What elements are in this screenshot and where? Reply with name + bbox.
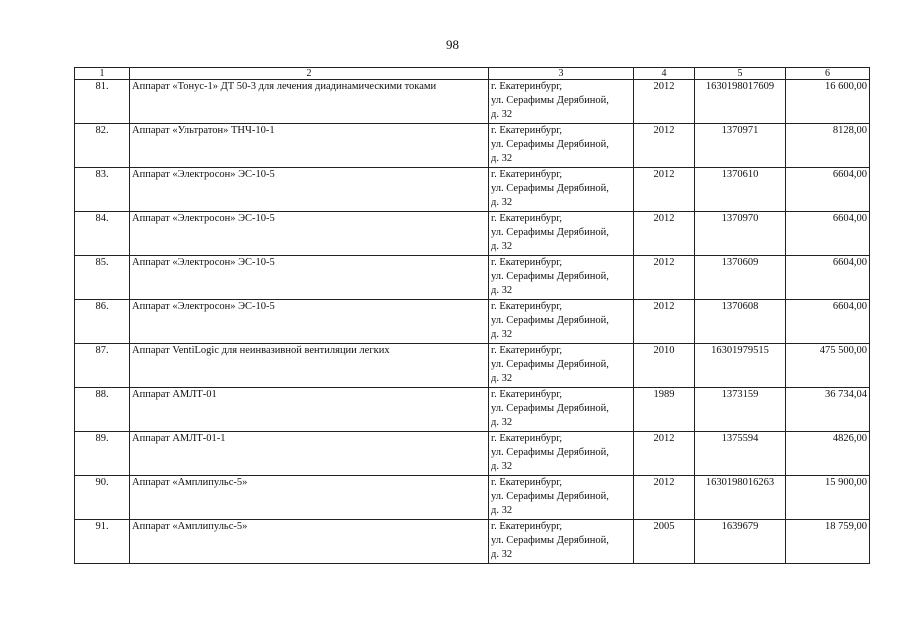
row-number-cell: 89.	[75, 432, 130, 476]
table-row	[75, 124, 870, 168]
address-line: г. Екатеринбург,	[491, 81, 563, 92]
table-row	[75, 212, 870, 256]
item-name-cell: Аппарат «Электросон» ЭС-10-5	[130, 168, 489, 212]
year-cell: 2012	[634, 300, 695, 344]
column-number-row	[75, 68, 870, 80]
item-name-cell: Аппарат «Амплипульс-5»	[130, 476, 489, 520]
inventory-number-cell: 1370609	[695, 256, 786, 300]
year-cell: 2012	[634, 476, 695, 520]
address-line: г. Екатеринбург,	[491, 433, 563, 444]
address-cell	[489, 344, 634, 388]
year-cell: 2012	[634, 432, 695, 476]
row-number-cell: 86.	[75, 300, 130, 344]
address-line: ул. Серафимы Дерябиной,	[491, 490, 609, 502]
address-cell	[489, 168, 634, 212]
inventory-number-cell: 1375594	[695, 432, 786, 476]
address-line: г. Екатеринбург,	[491, 389, 563, 400]
address-line: г. Екатеринбург,	[491, 345, 563, 356]
address-cell	[489, 256, 634, 300]
row-number-cell: 83.	[75, 168, 130, 212]
column-header-5: 5	[695, 68, 786, 80]
address-line: д. 32	[491, 196, 513, 208]
address-line: г. Екатеринбург,	[491, 169, 563, 180]
item-name-cell: Аппарат «Электросон» ЭС-10-5	[130, 300, 489, 344]
cost-cell: 6604,00	[786, 256, 870, 300]
table-row	[75, 432, 870, 476]
column-header-6: 6	[786, 68, 870, 80]
address-line: ул. Серафимы Дерябиной,	[491, 138, 609, 150]
inventory-table	[74, 67, 870, 564]
address-cell	[489, 520, 634, 564]
cost-cell: 16 600,00	[786, 80, 870, 124]
table-row	[75, 300, 870, 344]
address-line: г. Екатеринбург,	[491, 477, 563, 488]
address-line: ул. Серафимы Дерябиной,	[491, 226, 609, 238]
row-number-cell: 82.	[75, 124, 130, 168]
address-line: ул. Серафимы Дерябиной,	[491, 270, 609, 282]
item-name-cell: Аппарат «Амплипульс-5»	[130, 520, 489, 564]
row-number-cell: 87.	[75, 344, 130, 388]
address-line: ул. Серафимы Дерябиной,	[491, 446, 609, 458]
address-line: д. 32	[491, 416, 513, 428]
page-number: 98	[446, 37, 459, 52]
inventory-number-cell: 1370971	[695, 124, 786, 168]
address-cell	[489, 124, 634, 168]
item-name-cell: Аппарат «Электросон» ЭС-10-5	[130, 212, 489, 256]
address-line: ул. Серафимы Дерябиной,	[491, 182, 609, 194]
row-number-cell: 88.	[75, 388, 130, 432]
cost-cell: 18 759,00	[786, 520, 870, 564]
address-line: г. Екатеринбург,	[491, 301, 563, 312]
item-name-cell: Аппарат «Ультратон» ТНЧ-10-1	[130, 124, 489, 168]
address-cell	[489, 300, 634, 344]
address-line: д. 32	[491, 108, 513, 120]
address-line: г. Екатеринбург,	[491, 521, 563, 532]
column-header-4: 4	[634, 68, 695, 80]
column-header-3: 3	[489, 68, 634, 80]
address-cell	[489, 212, 634, 256]
row-number-cell: 81.	[75, 80, 130, 124]
item-name-cell: Аппарат АМЛТ-01-1	[130, 432, 489, 476]
inventory-number-cell: 1370608	[695, 300, 786, 344]
address-line: д. 32	[491, 504, 513, 516]
address-cell	[489, 80, 634, 124]
cost-cell: 6604,00	[786, 212, 870, 256]
row-number-cell: 84.	[75, 212, 130, 256]
address-line: г. Екатеринбург,	[491, 125, 563, 136]
address-line: ул. Серафимы Дерябиной,	[491, 534, 609, 546]
year-cell: 2012	[634, 256, 695, 300]
inventory-number-cell: 1630198016263	[695, 476, 786, 520]
address-line: д. 32	[491, 240, 513, 252]
cost-cell: 475 500,00	[786, 344, 870, 388]
address-line: ул. Серафимы Дерябиной,	[491, 402, 609, 414]
year-cell: 2005	[634, 520, 695, 564]
row-number-cell: 85.	[75, 256, 130, 300]
column-header-1: 1	[75, 68, 130, 80]
year-cell: 2012	[634, 124, 695, 168]
cost-cell: 4826,00	[786, 432, 870, 476]
inventory-number-cell: 1639679	[695, 520, 786, 564]
table-row	[75, 388, 870, 432]
inventory-number-cell: 16301979515	[695, 344, 786, 388]
table-row	[75, 476, 870, 520]
address-line: д. 32	[491, 284, 513, 296]
cost-cell: 8128,00	[786, 124, 870, 168]
year-cell: 2012	[634, 168, 695, 212]
table-row	[75, 520, 870, 564]
item-name-cell: Аппарат АМЛТ-01	[130, 388, 489, 432]
year-cell: 2010	[634, 344, 695, 388]
row-number-cell: 91.	[75, 520, 130, 564]
item-name-cell: Аппарат «Тонус-1» ДТ 50-3 для лечения диадинамическими токами	[130, 80, 489, 124]
address-line: д. 32	[491, 328, 513, 340]
inventory-number-cell: 1370970	[695, 212, 786, 256]
address-line: ул. Серафимы Дерябиной,	[491, 314, 609, 326]
address-cell	[489, 476, 634, 520]
cost-cell: 6604,00	[786, 300, 870, 344]
inventory-number-cell: 1630198017609	[695, 80, 786, 124]
address-line: ул. Серафимы Дерябиной,	[491, 358, 609, 370]
column-header-2: 2	[130, 68, 489, 80]
table-row	[75, 344, 870, 388]
address-cell	[489, 432, 634, 476]
item-name-cell: Аппарат VentiLogic для неинвазивной вентиляции легких	[130, 344, 489, 388]
address-line: г. Екатеринбург,	[491, 213, 563, 224]
address-line: д. 32	[491, 460, 513, 472]
address-line: ул. Серафимы Дерябиной,	[491, 94, 609, 106]
address-line: д. 32	[491, 372, 513, 384]
cost-cell: 6604,00	[786, 168, 870, 212]
address-line: г. Екатеринбург,	[491, 257, 563, 268]
item-name-cell: Аппарат «Электросон» ЭС-10-5	[130, 256, 489, 300]
year-cell: 2012	[634, 80, 695, 124]
table-row	[75, 80, 870, 124]
table-row	[75, 256, 870, 300]
inventory-number-cell: 1370610	[695, 168, 786, 212]
cost-cell: 15 900,00	[786, 476, 870, 520]
year-cell: 1989	[634, 388, 695, 432]
address-cell	[489, 388, 634, 432]
address-line: д. 32	[491, 152, 513, 164]
table-row	[75, 168, 870, 212]
cost-cell: 36 734,04	[786, 388, 870, 432]
address-line: д. 32	[491, 548, 513, 560]
row-number-cell: 90.	[75, 476, 130, 520]
inventory-number-cell: 1373159	[695, 388, 786, 432]
year-cell: 2012	[634, 212, 695, 256]
